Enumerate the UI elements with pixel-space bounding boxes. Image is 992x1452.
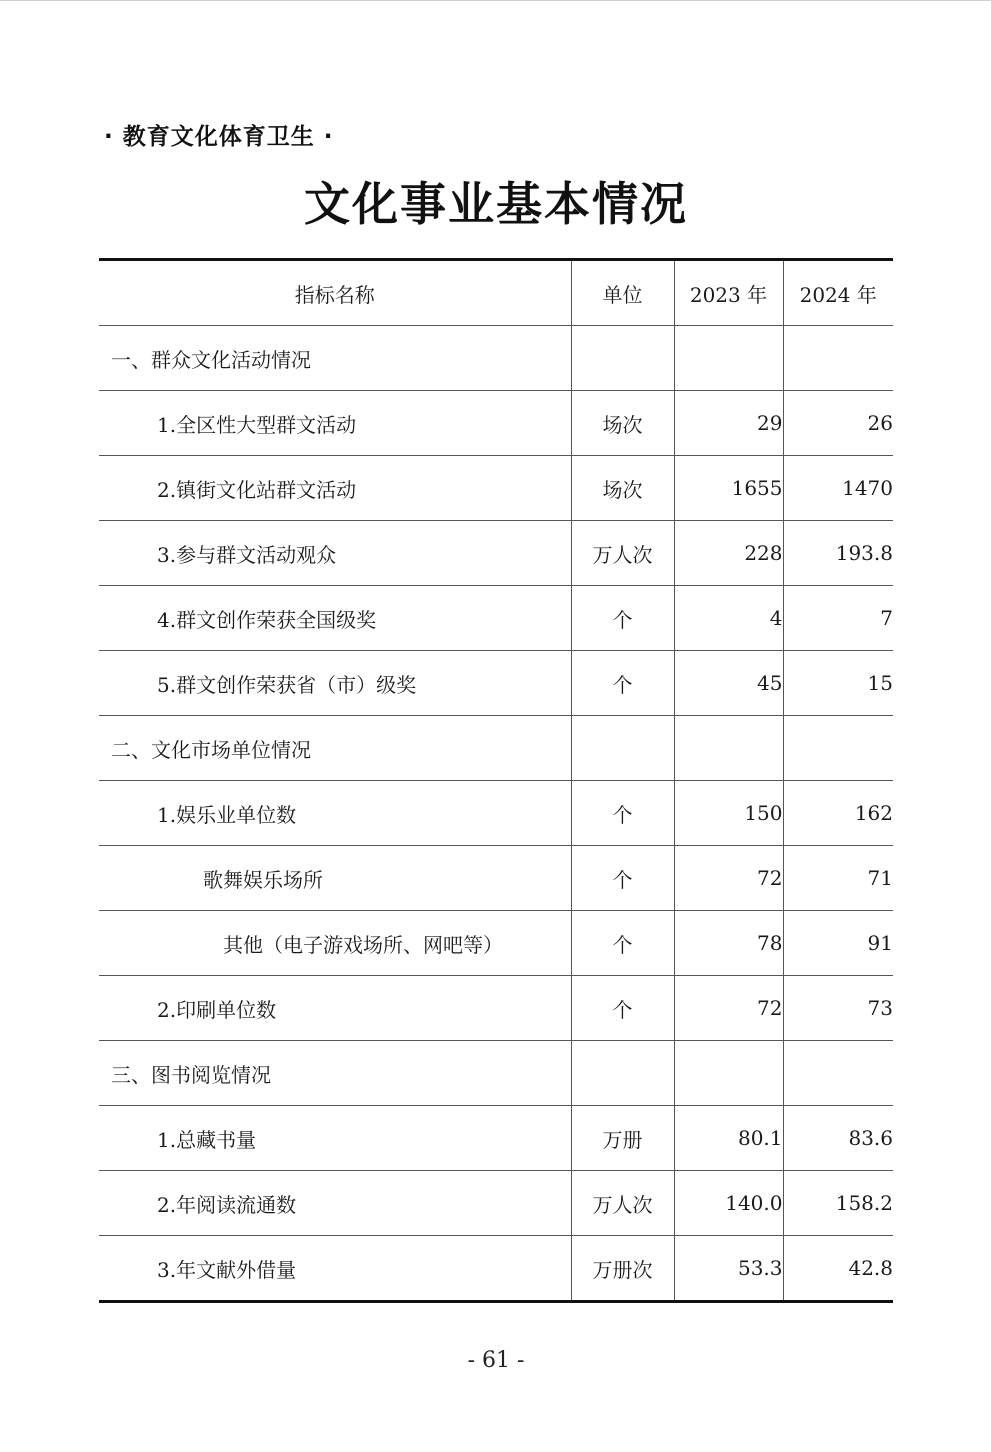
row-name: 一、群众文化活动情况: [99, 326, 571, 391]
header-unit: 单位: [571, 260, 674, 326]
row-unit: 个: [571, 846, 674, 911]
row-unit: 场次: [571, 456, 674, 521]
row-value-2024: 15: [783, 651, 893, 716]
row-unit: 个: [571, 911, 674, 976]
row-name: 3.年文献外借量: [157, 1257, 297, 1282]
row-unit: [571, 326, 674, 391]
header-year-2023: 2023 年: [674, 260, 783, 326]
row-value-2023: 45: [674, 651, 783, 716]
table-row: [99, 911, 893, 976]
row-value-2024: 73: [783, 976, 893, 1041]
page-top-border: [0, 0, 992, 1]
table-row: [99, 1106, 893, 1171]
section-header: · 教育文化体育卫生 ·: [104, 124, 334, 150]
row-value-2024: 71: [783, 846, 893, 911]
row-value-2023: [674, 716, 783, 781]
table-row: [99, 521, 893, 586]
table-row: [99, 846, 893, 911]
table-row: [99, 1041, 893, 1106]
row-value-2024: 158.2: [783, 1171, 893, 1236]
row-name: 2.镇街文化站群文活动: [99, 456, 571, 521]
row-unit: 场次: [571, 391, 674, 456]
row-unit: 个: [571, 976, 674, 1041]
row-value-2024: 7: [783, 586, 893, 651]
table-row: [99, 716, 893, 781]
row-name: 2.印刷单位数: [99, 976, 571, 1041]
row-value-2024: 42.8: [783, 1236, 893, 1302]
header-year-2024: 2024 年: [783, 260, 893, 326]
row-unit: 万册: [571, 1106, 674, 1171]
row-value-2024: 162: [783, 781, 893, 846]
row-value-2024: [783, 716, 893, 781]
table-header-row: [99, 260, 893, 326]
row-value-2023: 228: [674, 521, 783, 586]
row-unit: 个: [571, 651, 674, 716]
page-number: - 61 -: [467, 1348, 525, 1373]
row-name: 3.参与群文活动观众: [99, 521, 571, 586]
row-value-2024: 83.6: [783, 1106, 893, 1171]
row-unit: 万人次: [571, 521, 674, 586]
row-name: 1.娱乐业单位数: [99, 781, 571, 846]
row-unit: 万人次: [571, 1171, 674, 1236]
row-value-2024: 193.8: [783, 521, 893, 586]
row-value-2023: 72: [674, 976, 783, 1041]
row-name: 三、图书阅览情况: [99, 1041, 571, 1106]
row-value-2023: 140.0: [674, 1171, 783, 1236]
row-name: 2.年阅读流通数: [99, 1171, 571, 1236]
table-row: [99, 651, 893, 716]
table-row: [99, 781, 893, 846]
row-value-2024: [783, 1041, 893, 1106]
row-value-2023: 53.3: [674, 1236, 783, 1302]
row-unit: 个: [571, 781, 674, 846]
row-name: 其他（电子游戏场所、网吧等）: [99, 911, 571, 976]
row-unit: 万册次: [571, 1236, 674, 1302]
table-row: [99, 976, 893, 1041]
row-name: 1.总藏书量: [99, 1106, 571, 1171]
row-value-2023: [674, 326, 783, 391]
row-name: 歌舞娱乐场所: [99, 846, 571, 911]
row-value-2023: 4: [674, 586, 783, 651]
row-value-2024: 26: [783, 391, 893, 456]
row-value-2024: 1470: [783, 456, 893, 521]
table-row: [99, 391, 893, 456]
row-value-2023: 72: [674, 846, 783, 911]
table-row: [99, 1236, 893, 1302]
row-name: 4.群文创作荣获全国级奖: [99, 586, 571, 651]
row-value-2023: 29: [674, 391, 783, 456]
row-value-2023: [674, 1041, 783, 1106]
culture-stats-table: [99, 258, 893, 1303]
row-name: 1.全区性大型群文活动: [99, 391, 571, 456]
row-value-2023: 1655: [674, 456, 783, 521]
row-name: 5.群文创作荣获省（市）级奖: [99, 651, 571, 716]
row-value-2024: 91: [783, 911, 893, 976]
row-unit: 个: [571, 586, 674, 651]
header-indicator-name: 指标名称: [99, 260, 571, 326]
row-value-2023: 80.1: [674, 1106, 783, 1171]
table-row: [99, 326, 893, 391]
row-value-2023: 150: [674, 781, 783, 846]
row-value-2024: [783, 326, 893, 391]
table-row: [99, 456, 893, 521]
row-value-2023: 78: [674, 911, 783, 976]
row-name: 二、文化市场单位情况: [99, 716, 571, 781]
table-row: [99, 1171, 893, 1236]
row-unit: [571, 716, 674, 781]
row-unit: [571, 1041, 674, 1106]
table-row: [99, 586, 893, 651]
page-title: 文化事业基本情况: [304, 177, 688, 231]
